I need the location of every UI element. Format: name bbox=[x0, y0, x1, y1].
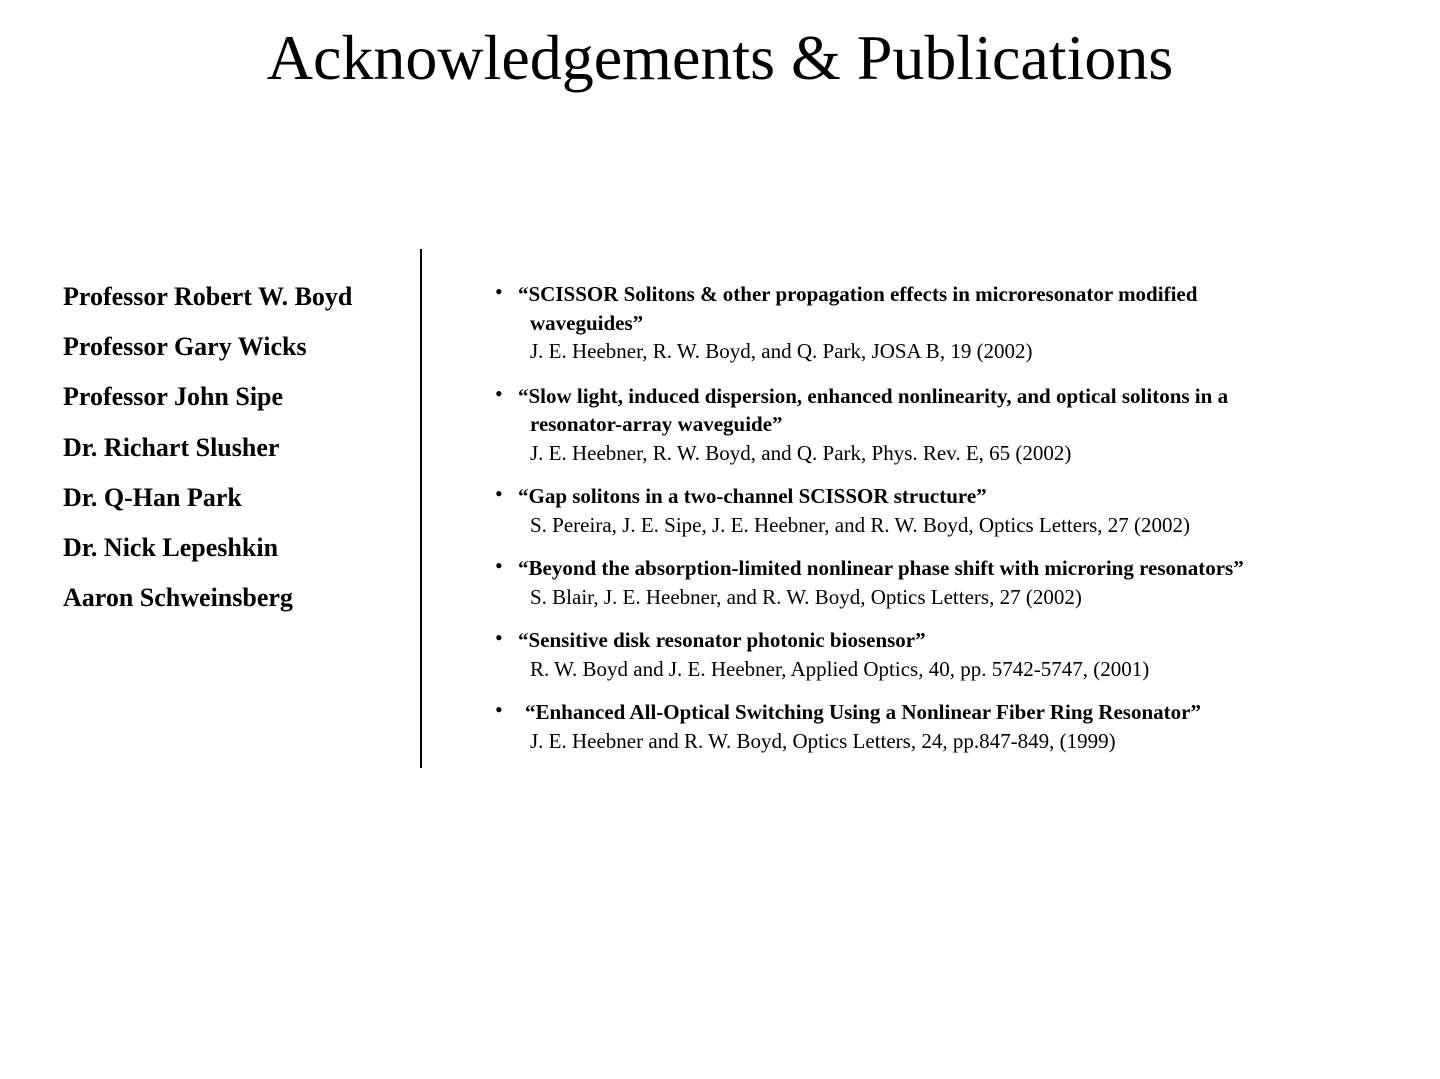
publication-item bbox=[495, 626, 1395, 683]
publication-citation: J. E. Heebner and R. W. Boyd, Optics Letters, 24, pp.847-849, (1999) bbox=[530, 728, 1116, 753]
bullet-icon: • bbox=[495, 697, 503, 722]
acknowledgement-item: Professor Robert W. Boyd bbox=[63, 282, 353, 311]
publication-item bbox=[495, 382, 1395, 468]
publication-item bbox=[495, 482, 1395, 539]
publication-title-line: waveguides” bbox=[530, 310, 644, 335]
publication-citation: S. Pereira, J. E. Sipe, J. E. Heebner, and R. W. Boyd, Optics Letters, 27 (2002) bbox=[530, 512, 1190, 537]
bullet-icon: • bbox=[495, 481, 503, 506]
acknowledgements-list bbox=[63, 280, 352, 631]
bullet-icon: • bbox=[495, 553, 503, 578]
publication-citation: J. E. Heebner, R. W. Boyd, and Q. Park, Phys. Rev. E, 65 (2002) bbox=[530, 440, 1072, 465]
publication-title: “Enhanced All-Optical Switching Using a Nonlinear Fiber Ring Resonator” bbox=[525, 700, 1201, 724]
publication-item bbox=[495, 280, 1395, 366]
bullet-icon: • bbox=[495, 380, 503, 406]
publication-citation: S. Blair, J. E. Heebner, and R. W. Boyd, Optics Letters, 27 (2002) bbox=[530, 584, 1082, 609]
acknowledgement-item: Dr. Q-Han Park bbox=[63, 482, 242, 512]
acknowledgement-item: Dr. Nick Lepeshkin bbox=[63, 532, 279, 562]
acknowledgement-item: Professor John Sipe bbox=[63, 382, 284, 412]
publication-title-line: “Slow light, induced dispersion, enhanced nonlinearity, and optical solitons in a bbox=[518, 383, 1229, 408]
publication-title bbox=[518, 280, 1395, 337]
publication-citation: J. E. Heebner, R. W. Boyd, and Q. Park, JOSA B, 19 (2002) bbox=[530, 339, 1033, 363]
bullet-icon: • bbox=[495, 279, 503, 304]
vertical-divider bbox=[420, 249, 422, 768]
publication-title-line: “SCISSOR Solitons & other propagation effects in microresonator modified bbox=[518, 282, 1198, 306]
publications-list bbox=[495, 280, 1395, 755]
bullet-icon: • bbox=[495, 625, 503, 650]
publication-title bbox=[518, 382, 1395, 439]
publication-citation: R. W. Boyd and J. E. Heebner, Applied Optics, 40, pp. 5742-5747, (2001) bbox=[530, 656, 1150, 681]
publication-title: “Beyond the absorption-limited nonlinear phase shift with microring resonators” bbox=[518, 556, 1244, 580]
acknowledgement-item: Aaron Schweinsberg bbox=[63, 583, 293, 613]
publication-title: “Sensitive disk resonator photonic biosensor” bbox=[518, 628, 926, 652]
publication-item bbox=[495, 698, 1395, 755]
publication-title: “Gap solitons in a two-channel SCISSOR structure” bbox=[518, 484, 987, 508]
publication-item bbox=[495, 554, 1395, 611]
acknowledgement-item: Dr. Richart Slusher bbox=[63, 432, 280, 462]
acknowledgement-item: Professor Gary Wicks bbox=[63, 332, 307, 362]
publication-title-line: resonator-array waveguide” bbox=[530, 412, 783, 436]
page-title: Acknowledgements & Publications bbox=[266, 22, 1174, 93]
